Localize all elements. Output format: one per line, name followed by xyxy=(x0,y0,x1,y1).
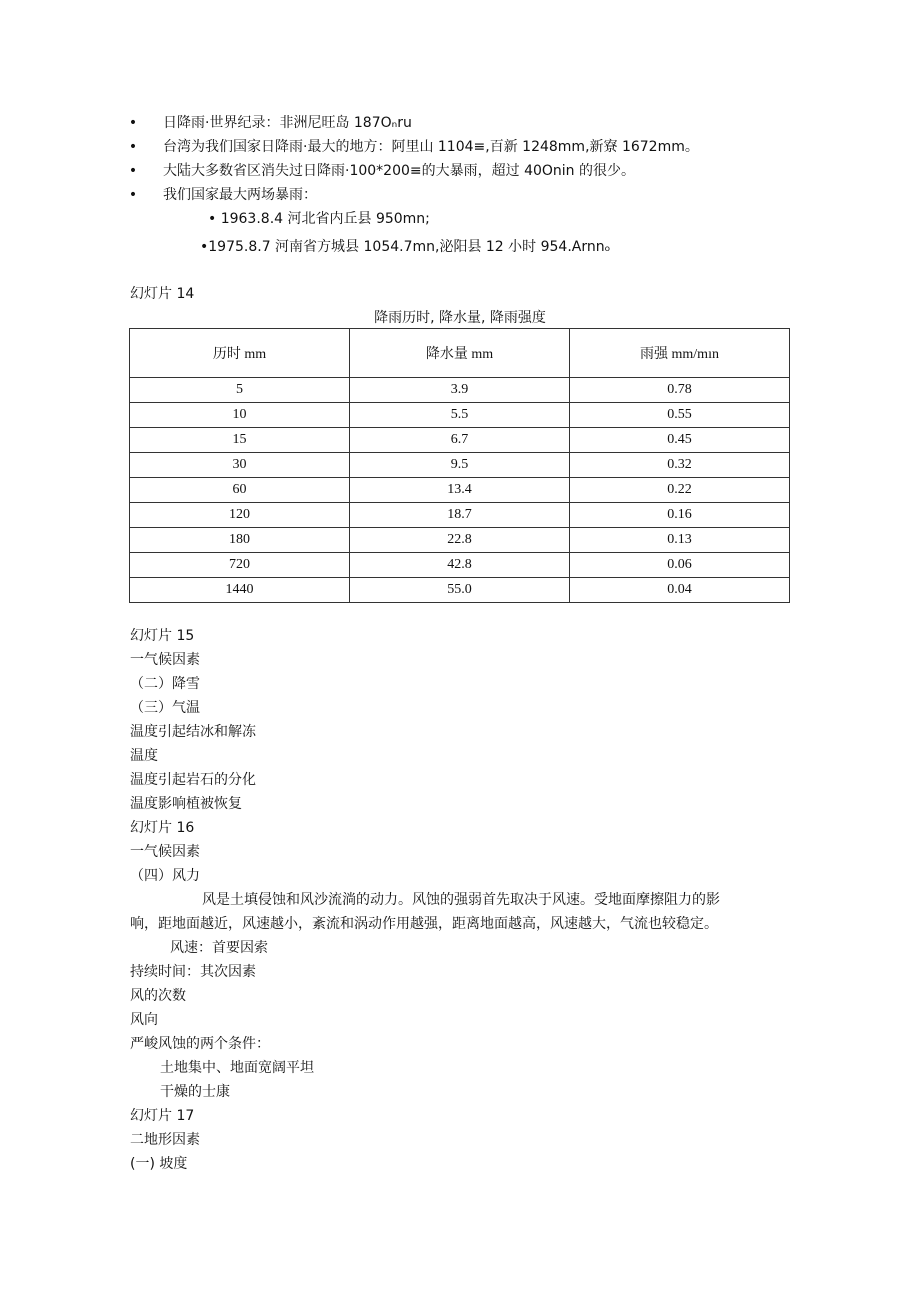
sub-bullet-item: • 1963.8.4 河北省内丘县 950mn; xyxy=(208,211,430,227)
table-cell: 5.5 xyxy=(350,403,570,428)
table-cell: 180 xyxy=(130,528,350,553)
slide-label: 幻灯片 16 xyxy=(130,820,195,836)
text-line: 温度 xyxy=(130,748,158,764)
table-cell: 120 xyxy=(130,503,350,528)
table-cell: 42.8 xyxy=(350,553,570,578)
slide-label: 幻灯片 15 xyxy=(130,628,195,644)
text-line: 一气候因素 xyxy=(130,844,200,860)
table-row xyxy=(130,403,790,428)
text-line: 温度影响植被恢复 xyxy=(130,796,242,812)
table-cell: 0.04 xyxy=(570,578,790,603)
bullet-text: 日降雨·世界纪录：非洲尼旺岛 187Oₙru xyxy=(163,115,412,131)
text-line: 风的次数 xyxy=(130,988,186,1004)
text-line: （四）风力 xyxy=(130,868,200,884)
table-cell: 22.8 xyxy=(350,528,570,553)
table-header-row xyxy=(130,329,790,378)
table-cell: 6.7 xyxy=(350,428,570,453)
text-line: （二）降雪 xyxy=(130,676,200,692)
table-caption: 降雨历时, 降水量, 降雨强度 xyxy=(374,310,546,326)
table-cell: 0.06 xyxy=(570,553,790,578)
text-line: 一气候因素 xyxy=(130,652,200,668)
bullet-text: 台湾为我们国家日降雨·最大的地方：阿里山 1104≡,百新 1248mm,新寮 1672mm。 xyxy=(163,139,699,155)
table-cell: 0.55 xyxy=(570,403,790,428)
condition-item: 土地集中、地面宽阔平坦 xyxy=(160,1060,314,1076)
bullet-text: 我们国家最大两场暴雨： xyxy=(163,187,317,203)
table-cell: 18.7 xyxy=(350,503,570,528)
table-cell: 0.16 xyxy=(570,503,790,528)
table-cell: 0.22 xyxy=(570,478,790,503)
table-row xyxy=(130,478,790,503)
bullet-marker: • xyxy=(128,115,138,131)
table-row xyxy=(130,528,790,553)
text-line: 温度引起岩石的分化 xyxy=(130,772,256,788)
table-cell: 0.13 xyxy=(570,528,790,553)
paragraph-line: 响，距地面越近，风速越小，紊流和涡动作用越强，距离地面越高，风速越大，气流也较稳定。 xyxy=(130,916,718,932)
table-row xyxy=(130,378,790,403)
bullet-marker: • xyxy=(128,163,138,179)
table-cell: 30 xyxy=(130,453,350,478)
table-row xyxy=(130,453,790,478)
column-header: 降水量 mm xyxy=(350,329,570,378)
text-line: 风向 xyxy=(130,1012,158,1028)
column-header: 历时 mm xyxy=(130,329,350,378)
table-cell: 55.0 xyxy=(350,578,570,603)
bullet-marker: • xyxy=(128,139,138,155)
table-cell: 10 xyxy=(130,403,350,428)
table-cell: 13.4 xyxy=(350,478,570,503)
condition-item: 干燥的士康 xyxy=(160,1084,230,1100)
sub-bullet-item: •1975.8.7 河南省方城县 1054.7mn,泌阳县 12 小时 954.Arnnₒ xyxy=(200,239,611,255)
table-cell: 9.5 xyxy=(350,453,570,478)
table-cell: 1440 xyxy=(130,578,350,603)
text-line: （三）气温 xyxy=(130,700,200,716)
table-row xyxy=(130,553,790,578)
table-row xyxy=(130,578,790,603)
text-line: (一) 坡度 xyxy=(130,1156,188,1172)
table-cell: 0.45 xyxy=(570,428,790,453)
slide-label: 幻灯片 17 xyxy=(130,1108,195,1124)
table-cell: 3.9 xyxy=(350,378,570,403)
table-cell: 15 xyxy=(130,428,350,453)
table-cell: 0.32 xyxy=(570,453,790,478)
text-line: 温度引起结冰和解冻 xyxy=(130,724,256,740)
rainfall-table xyxy=(129,328,790,603)
bullet-marker: • xyxy=(128,187,138,203)
slide-label: 幻灯片 14 xyxy=(130,286,195,302)
table-row xyxy=(130,428,790,453)
text-line: 风速：首要因索 xyxy=(170,940,268,956)
table-row xyxy=(130,503,790,528)
text-line: 持续时间：其次因素 xyxy=(130,964,256,980)
bullet-text: 大陆大多数省区消失过日降雨·100*200≡的大暴雨，超过 40Onin 的很少。 xyxy=(163,163,635,179)
paragraph-line: 风是土填侵蚀和风沙流淌的动力。风蚀的强弱首先取决于风速。受地面摩擦阻力的影 xyxy=(202,892,720,908)
text-line: 严峻风蚀的两个条件： xyxy=(130,1036,270,1052)
table-cell: 720 xyxy=(130,553,350,578)
table-cell: 60 xyxy=(130,478,350,503)
text-line: 二地形因素 xyxy=(130,1132,200,1148)
column-header: 雨强 mm/mın xyxy=(570,329,790,378)
table-cell: 0.78 xyxy=(570,378,790,403)
table-cell: 5 xyxy=(130,378,350,403)
